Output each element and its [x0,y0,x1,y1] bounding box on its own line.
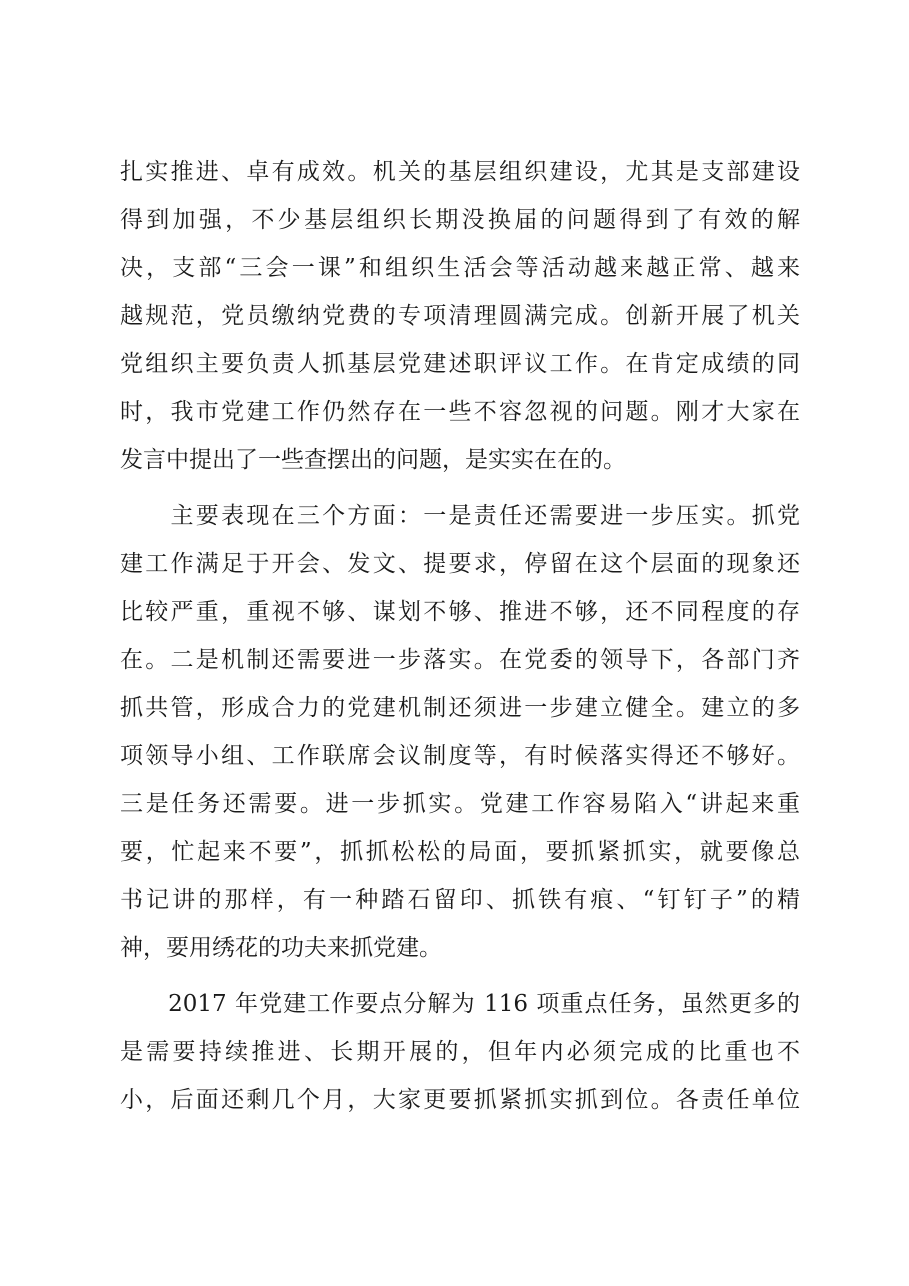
document-body [120,148,800,1124]
paragraph-spacer [120,972,800,980]
text-line: 党组织主要负责人抓基层党建述职评议工作。在肯定成绩的同 [120,351,800,377]
text-line: 2017 年党建工作要点分解为 116 项重点任务，虽然更多的 [120,991,800,1017]
text-line: 发言中提出了一些查摆出的问题，是实实在在的。 [120,447,626,473]
text-line: 是需要持续推进、长期开展的，但年内必须完成的比重也不 [120,1039,800,1065]
text-line: 越规范，党员缴纳党费的专项清理圆满完成。创新开展了机关 [120,303,800,329]
text-line: 比较严重，重视不够、谋划不够、推进不够，还不同程度的存 [120,599,800,625]
text-line: 抓共管，形成合力的党建机制还须进一步建立健全。建立的多 [120,695,800,721]
paragraph-spacer [120,484,800,492]
text-line: 扎实推进、卓有成效。机关的基层组织建设，尤其是支部建设 [120,159,800,185]
paragraph-3 [120,980,800,1124]
text-line: 在。二是机制还需要进一步落实。在党委的领导下，各部门齐 [120,647,800,673]
text-line: 小，后面还剩几个月，大家更要抓紧抓实抓到位。各责任单位 [120,1087,800,1113]
text-line: 要，忙起来不要”，抓抓松松的局面，要抓紧抓实，就要像总 [120,839,800,865]
text-line: 神，要用绣花的功夫来抓党建。 [120,935,442,961]
text-line: 三是任务还需要。进一步抓实。党建工作容易陷入“讲起来重 [120,791,800,817]
paragraph-2 [120,492,800,972]
text-line: 项领导小组、工作联席会议制度等，有时候落实得还不够好。 [120,743,800,769]
text-line: 得到加强，不少基层组织长期没换届的问题得到了有效的解 [120,207,800,233]
text-line: 主要表现在三个方面：一是责任还需要进一步压实。抓党 [120,503,800,529]
text-line: 建工作满足于开会、发文、提要求，停留在这个层面的现象还 [120,551,800,577]
text-line: 决，支部“三会一课”和组织生活会等活动越来越正常、越来 [120,255,800,281]
paragraph-1 [120,148,800,484]
text-line: 时，我市党建工作仍然存在一些不容忽视的问题。刚才大家在 [120,399,800,425]
text-line: 书记讲的那样，有一种踏石留印、抓铁有痕、“钉钉子”的精 [120,887,800,913]
